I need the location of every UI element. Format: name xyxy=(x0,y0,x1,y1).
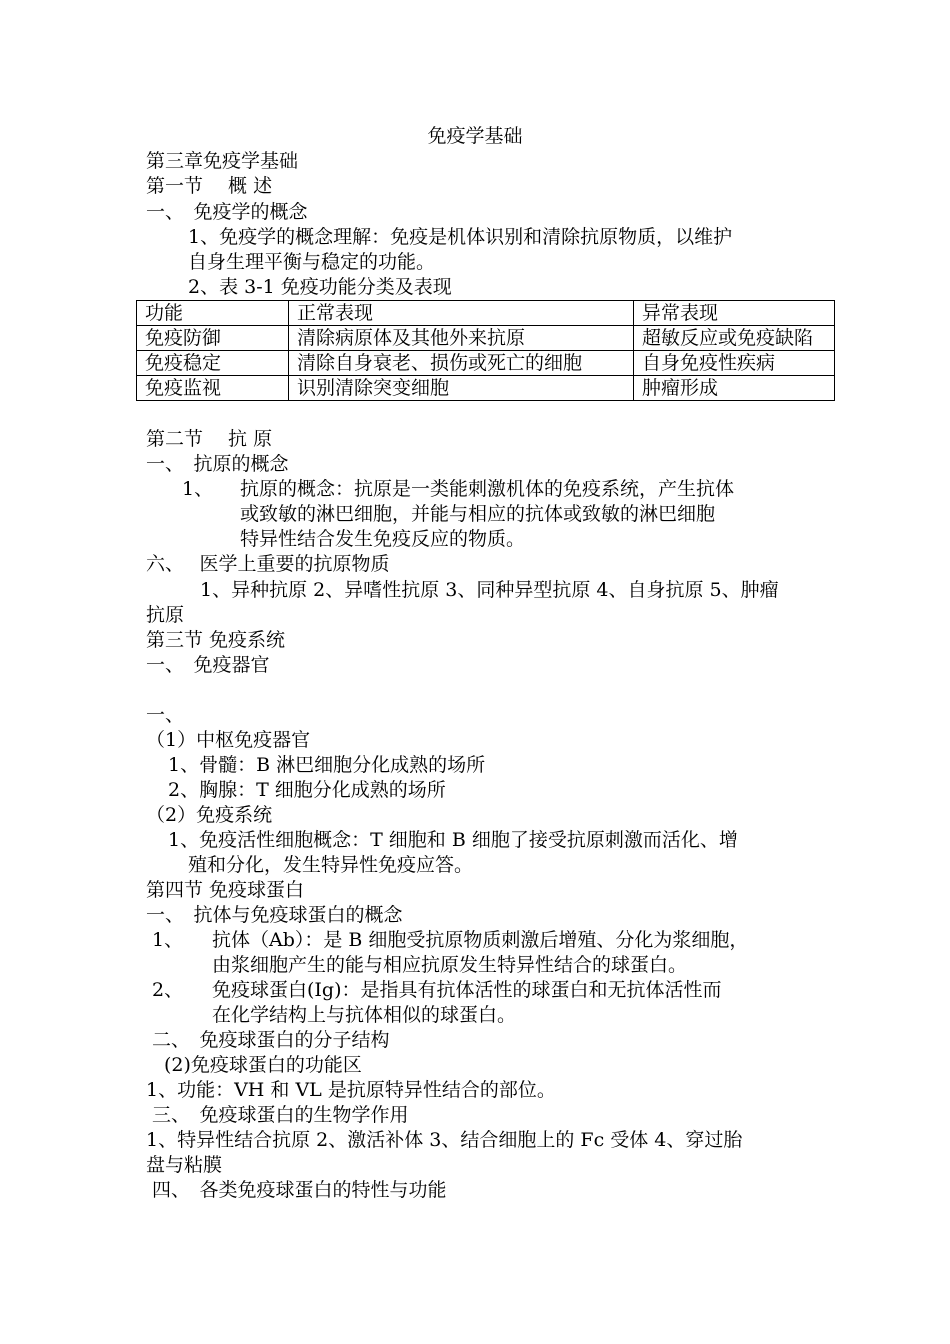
paragraph-line: 在化学结构上与抗体相似的球蛋白。 xyxy=(212,1004,517,1026)
subsection-heading: （2）免疫系统 xyxy=(146,804,273,826)
list-number: 1、 xyxy=(152,929,184,951)
table-cell: 免疫稳定 xyxy=(137,351,289,376)
subsection-heading: 一、 免疫学的概念 xyxy=(146,201,308,223)
table-caption: 2、表 3-1 免疫功能分类及表现 xyxy=(188,276,452,298)
table-cell: 清除自身衰老、损伤或死亡的细胞 xyxy=(289,351,634,376)
table-row xyxy=(137,326,835,351)
paragraph-line: 1、异种抗原 2、异嗜性抗原 3、同种异型抗原 4、自身抗原 5、肿瘤 xyxy=(200,579,779,601)
table-header-row xyxy=(137,301,835,326)
section-4-heading: 第四节 免疫球蛋白 xyxy=(146,879,305,901)
list-number: 2、 xyxy=(152,979,184,1001)
paragraph-line: 免疫球蛋白(Ig)：是指具有抗体活性的球蛋白和无抗体活性而 xyxy=(212,979,722,1001)
paragraph-line: 或致敏的淋巴细胞，并能与相应的抗体或致敏的淋巴细胞 xyxy=(240,503,716,525)
subsection-heading: 一、 抗原的概念 xyxy=(146,453,289,475)
subsection-heading: 六、 医学上重要的抗原物质 xyxy=(146,553,390,575)
table-cell: 自身免疫性疾病 xyxy=(634,351,835,376)
subsection-heading: 一、 抗体与免疫球蛋白的概念 xyxy=(146,904,403,926)
subsection-heading: 三、 免疫球蛋白的生物学作用 xyxy=(152,1104,409,1126)
subsection-heading: 一、 xyxy=(146,704,185,726)
document-title: 免疫学基础 xyxy=(427,125,523,147)
section-3-heading: 第三节 免疫系统 xyxy=(146,629,286,651)
paragraph-line: 特异性结合发生免疫反应的物质。 xyxy=(240,528,526,550)
immune-function-table xyxy=(136,300,835,401)
table-cell: 肿瘤形成 xyxy=(634,376,835,401)
paragraph-line: 抗原 xyxy=(146,604,185,626)
table-cell: 识别清除突变细胞 xyxy=(289,376,634,401)
list-number: 1、 xyxy=(182,478,214,500)
table-cell: 免疫监视 xyxy=(137,376,289,401)
chapter-heading: 第三章免疫学基础 xyxy=(146,150,299,172)
subsection-heading: 四、 各类免疫球蛋白的特性与功能 xyxy=(152,1179,447,1201)
table-header-cell: 异常表现 xyxy=(634,301,835,326)
section-1-heading: 第一节 概 述 xyxy=(146,175,273,197)
table-cell: 清除病原体及其他外来抗原 xyxy=(289,326,634,351)
table-header-cell: 功能 xyxy=(137,301,289,326)
paragraph-line: 殖和分化，发生特异性免疫应答。 xyxy=(188,854,474,876)
paragraph-line: 1、免疫活性细胞概念：T 细胞和 B 细胞了接受抗原刺激而活化、增 xyxy=(168,829,738,851)
paragraph-line: 抗体（Ab）：是 B 细胞受抗原物质刺激后增殖、分化为浆细胞， xyxy=(212,929,749,951)
section-2-heading: 第二节 抗 原 xyxy=(146,428,273,450)
paragraph-line: 1、功能：VH 和 VL 是抗原特异性结合的部位。 xyxy=(146,1079,556,1101)
subsection-heading: 二、 免疫球蛋白的分子结构 xyxy=(152,1029,390,1051)
table-cell: 超敏反应或免疫缺陷 xyxy=(634,326,835,351)
paragraph-line: (2)免疫球蛋白的功能区 xyxy=(164,1054,362,1076)
paragraph-line: 2、胸腺：T 细胞分化成熟的场所 xyxy=(168,779,446,801)
paragraph-line: 盘与粘膜 xyxy=(146,1154,223,1176)
paragraph-line: 1、特异性结合抗原 2、激活补体 3、结合细胞上的 Fc 受体 4、穿过胎 xyxy=(146,1129,743,1151)
table-header-cell: 正常表现 xyxy=(289,301,634,326)
paragraph-line: 抗原的概念：抗原是一类能刺激机体的免疫系统，产生抗体 xyxy=(240,478,735,500)
table-row xyxy=(137,376,835,401)
paragraph-line: 1、免疫学的概念理解：免疫是机体识别和清除抗原物质，以维护 xyxy=(188,226,733,248)
paragraph-line: 1、骨髓：B 淋巴细胞分化成熟的场所 xyxy=(168,754,486,776)
paragraph-line: 自身生理平衡与稳定的功能。 xyxy=(188,251,436,273)
table-cell: 免疫防御 xyxy=(137,326,289,351)
subsection-heading: （1）中枢免疫器官 xyxy=(146,729,311,751)
subsection-heading: 一、 免疫器官 xyxy=(146,654,270,676)
table-row xyxy=(137,351,835,376)
paragraph-line: 由浆细胞产生的能与相应抗原发生特异性结合的球蛋白。 xyxy=(212,954,688,976)
